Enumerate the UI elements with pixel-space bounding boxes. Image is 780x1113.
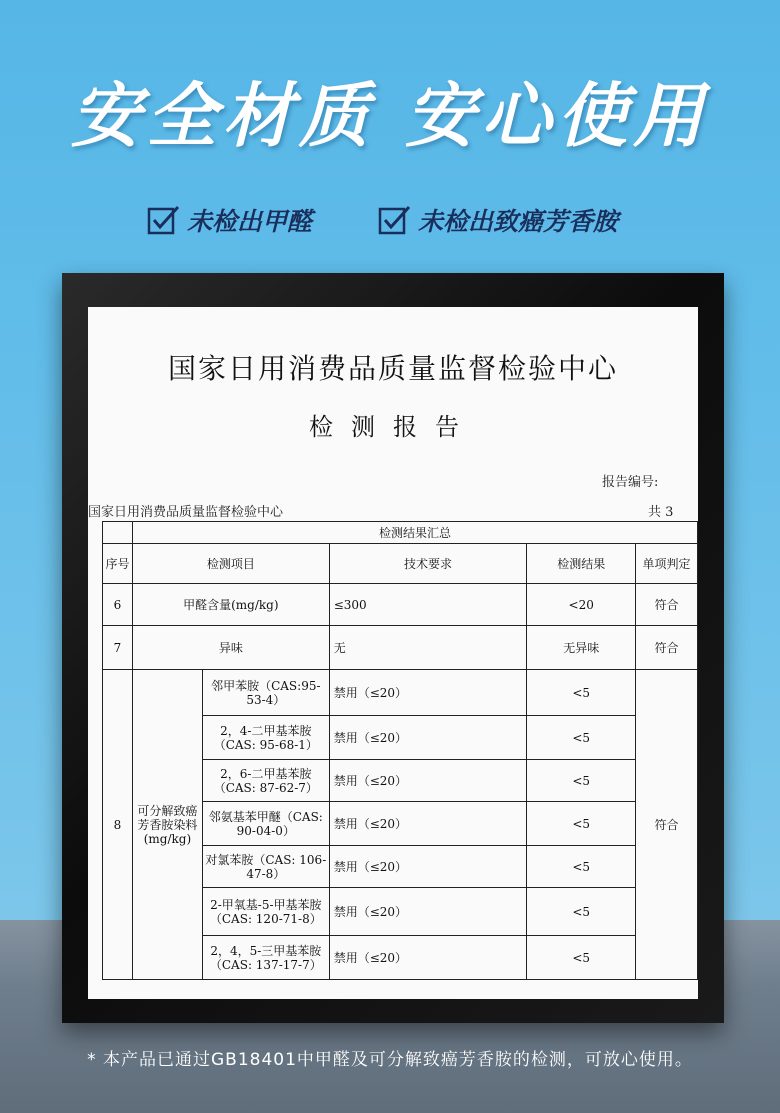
row-group: 可分解致癌芳香胺染料(mg/kg) [132,670,202,980]
sub-item: 2，4，5-三甲基苯胺（CAS: 137-17-7） [202,936,329,980]
sub-result: <5 [527,846,636,888]
row-no: 7 [103,626,133,670]
badge-no-formaldehyde [147,200,312,240]
row-verdict: 符合 [636,626,698,670]
table-row [103,626,698,670]
sub-requirement: 禁用（≤20） [329,802,527,846]
row-result: <20 [527,584,636,626]
picture-frame [62,273,724,1023]
sub-requirement: 禁用（≤20） [329,936,527,980]
summary-header: 检测结果汇总 [132,522,697,544]
sub-result: <5 [527,802,636,846]
page-count: 共 3 [648,505,674,520]
row-verdict: 符合 [636,584,698,626]
sub-result: <5 [527,888,636,936]
table-row [103,670,698,716]
report-number-label: 报告编号: [602,475,659,490]
results-table [102,521,698,980]
sub-result: <5 [527,716,636,760]
table-row [103,584,698,626]
row-item: 异味 [132,626,329,670]
header-verdict: 单项判定 [636,544,698,584]
sub-requirement: 禁用（≤20） [329,760,527,802]
sub-item: 2-甲氧基-5-甲基苯胺（CAS: 120-71-8） [202,888,329,936]
row-no: 6 [103,584,133,626]
headline: 安全材质 安心使用 [70,75,710,157]
sub-item: 对氯苯胺（CAS: 106-47-8） [202,846,329,888]
badge-label: 未检出甲醛 [187,207,313,236]
badges [0,200,780,240]
header-requirement: 技术要求 [329,544,527,584]
sub-item: 邻甲苯胺（CAS:95-53-4） [202,670,329,716]
row-result: 无异味 [527,626,636,670]
row-no: 8 [103,670,133,980]
sub-requirement: 禁用（≤20） [329,716,527,760]
header-no: 序号 [103,544,133,584]
organization-line: 国家日用消费品质量监督检验中心 [88,505,284,520]
sub-item: 2，6-二甲基苯胺（CAS: 87-62-7） [202,760,329,802]
row-requirement: 无 [329,626,527,670]
sub-result: <5 [527,936,636,980]
row-item: 甲醛含量(mg/kg) [132,584,329,626]
header-item: 检测项目 [132,544,329,584]
row-requirement: ≤300 [329,584,527,626]
sub-requirement: 禁用（≤20） [329,888,527,936]
sub-requirement: 禁用（≤20） [329,670,527,716]
footer-caption: * 本产品已通过GB18401中甲醛及可分解致癌芳香胺的检测，可放心使用。 [87,1050,693,1070]
checkbox-icon [378,207,404,233]
sub-result: <5 [527,670,636,716]
sub-item: 2，4-二甲基苯胺（CAS: 95-68-1） [202,716,329,760]
header-result: 检测结果 [527,544,636,584]
test-report-document [88,307,698,999]
sub-item: 邻氨基苯甲醚（CAS: 90-04-0） [202,802,329,846]
badge-label: 未检出致癌芳香胺 [418,207,619,236]
row-verdict: 符合 [636,670,698,980]
document-title: 国家日用消费品质量监督检验中心 [167,352,618,385]
checkbox-icon [147,207,173,233]
sub-result: <5 [527,760,636,802]
document-subtitle: 检测报告 [309,413,477,441]
sub-requirement: 禁用（≤20） [329,846,527,888]
badge-no-aromatic-amine [378,200,618,240]
